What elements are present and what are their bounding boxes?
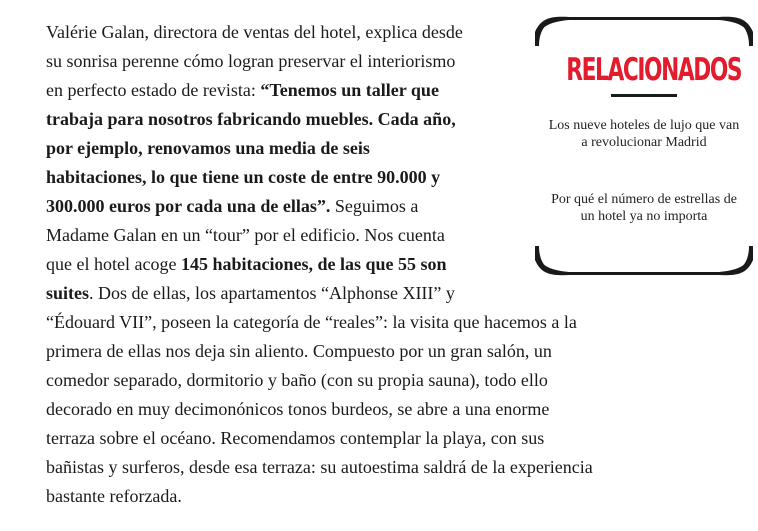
- text-run: en perfecto estado de revista:: [46, 80, 261, 100]
- article-line: [46, 308, 646, 337]
- article-line: [46, 482, 646, 511]
- text-run: Seguimos a: [330, 196, 419, 216]
- text-run: que el hotel acoge: [46, 254, 181, 274]
- text-run: terraza sobre el océano. Recomendamos contemplar la playa, con sus: [46, 428, 545, 448]
- related-box: [533, 12, 755, 280]
- article-line: [46, 337, 646, 366]
- text-run: su sonrisa perenne cómo logran preservar el interiorismo: [46, 51, 456, 71]
- text-run: Madame Galan en un “tour” por el edificio. Nos cuenta: [46, 225, 445, 245]
- text-run: “Édouard VII”, poseen la categoría de “reales”: la visita que hacemos a la: [46, 312, 577, 332]
- text-run: Valérie Galan, directora de ventas del hotel, explica desde: [46, 22, 463, 42]
- text-run: bastante reforzada.: [46, 486, 182, 506]
- article-line: [46, 395, 646, 424]
- bold-text: por ejemplo, renovamos una media de seis: [46, 138, 370, 158]
- bold-text: 300.000 euros por cada una de ellas”.: [46, 196, 331, 216]
- related-link-hoteles-lujo-madrid[interactable]: Los nueve hoteles de lujo que van a revolucionar Madrid: [548, 118, 740, 150]
- text-run: . Dos de ellas, los apartamentos “Alphonse XIII” y: [89, 283, 455, 303]
- text-run: primera de ellas nos deja sin aliento. Compuesto por un gran salón, un: [46, 341, 552, 361]
- bold-text: habitaciones, lo que tiene un coste de entre 90.000 y: [46, 167, 441, 187]
- title-divider: [611, 94, 677, 97]
- bold-text: 145 habitaciones, de las que 55 son: [180, 254, 447, 274]
- related-title: RELACIONADOS: [566, 52, 742, 88]
- bold-text: trabaja para nosotros fabricando muebles. Cada año,: [46, 109, 456, 129]
- bold-text: “Tenemos un taller que: [260, 80, 439, 100]
- text-run: bañistas y surferos, desde esa terraza: su autoestima saldrá de la experiencia: [46, 457, 593, 477]
- article-line: [46, 366, 646, 395]
- article-line: [46, 453, 646, 482]
- article-line: [46, 424, 646, 453]
- bold-text: suites: [46, 283, 90, 303]
- related-link-numero-estrellas[interactable]: Por qué el número de estrellas de un hotel ya no importa: [551, 192, 737, 224]
- article-line: [46, 279, 646, 308]
- text-run: comedor separado, dormitorio y baño (con su propia sauna), todo ello: [46, 370, 548, 390]
- text-run: decorado en muy decimonónicos tonos burdeos, se abre a una enorme: [46, 399, 550, 419]
